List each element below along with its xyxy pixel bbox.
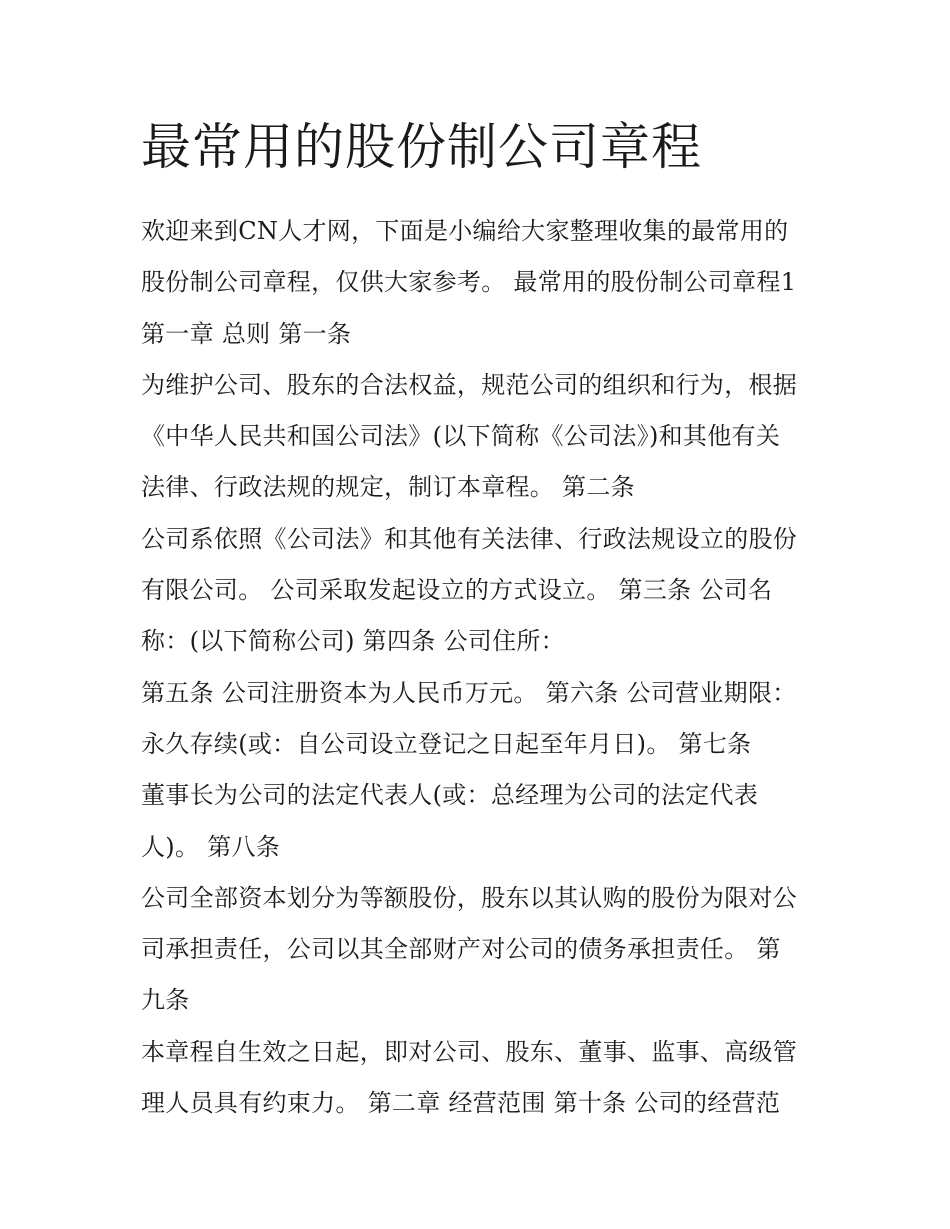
document-page [141, 116, 821, 1129]
body-line: 九条 [141, 986, 190, 1015]
body-line: 第五条 公司注册资本为人民币万元。 第六条 公司营业期限： [141, 678, 797, 707]
body-line: 为维护公司、股东的合法权益，规范公司的组织和行为，根据 [141, 370, 798, 399]
body-line: 司承担责任，公司以其全部财产对公司的债务承担责任。 第 [141, 935, 781, 964]
body-line: 《中华人民共和国公司法》(以下简称《公司法》)和其他有关 [141, 422, 781, 451]
document-body [141, 206, 821, 1129]
body-line: 理人员具有约束力。 第二章 经营范围 第十条 公司的经营范 [141, 1089, 781, 1118]
body-line: 人)。 第八条 [141, 832, 281, 861]
body-line: 本章程自生效之日起，即对公司、股东、董事、监事、高级管 [141, 1037, 798, 1066]
body-line: 有限公司。 公司采取发起设立的方式设立。 第三条 公司名 [141, 576, 773, 605]
body-line: 股份制公司章程，仅供大家参考。 最常用的股份制公司章程1 [141, 268, 797, 297]
body-line: 永久存续(或：自公司设立登记之日起至年月日)。 第七条 [141, 729, 752, 758]
body-line: 董事长为公司的法定代表人(或：总经理为公司的法定代表 [141, 781, 759, 810]
body-line: 第一章 总则 第一条 [141, 319, 352, 348]
body-line: 欢迎来到CN人才网，下面是小编给大家整理收集的最常用的 [141, 217, 789, 245]
body-line: 公司全部资本划分为等额股份，股东以其认购的股份为限对公 [141, 883, 798, 912]
body-line: 称：(以下简称公司) 第四条 公司住所： [141, 627, 565, 656]
body-line: 公司系依照《公司法》和其他有关法律、行政法规设立的股份 [141, 524, 798, 553]
body-line: 法律、行政法规的规定，制订本章程。 第二条 [141, 473, 635, 502]
document-title: 最常用的股份制公司章程 [141, 118, 702, 176]
